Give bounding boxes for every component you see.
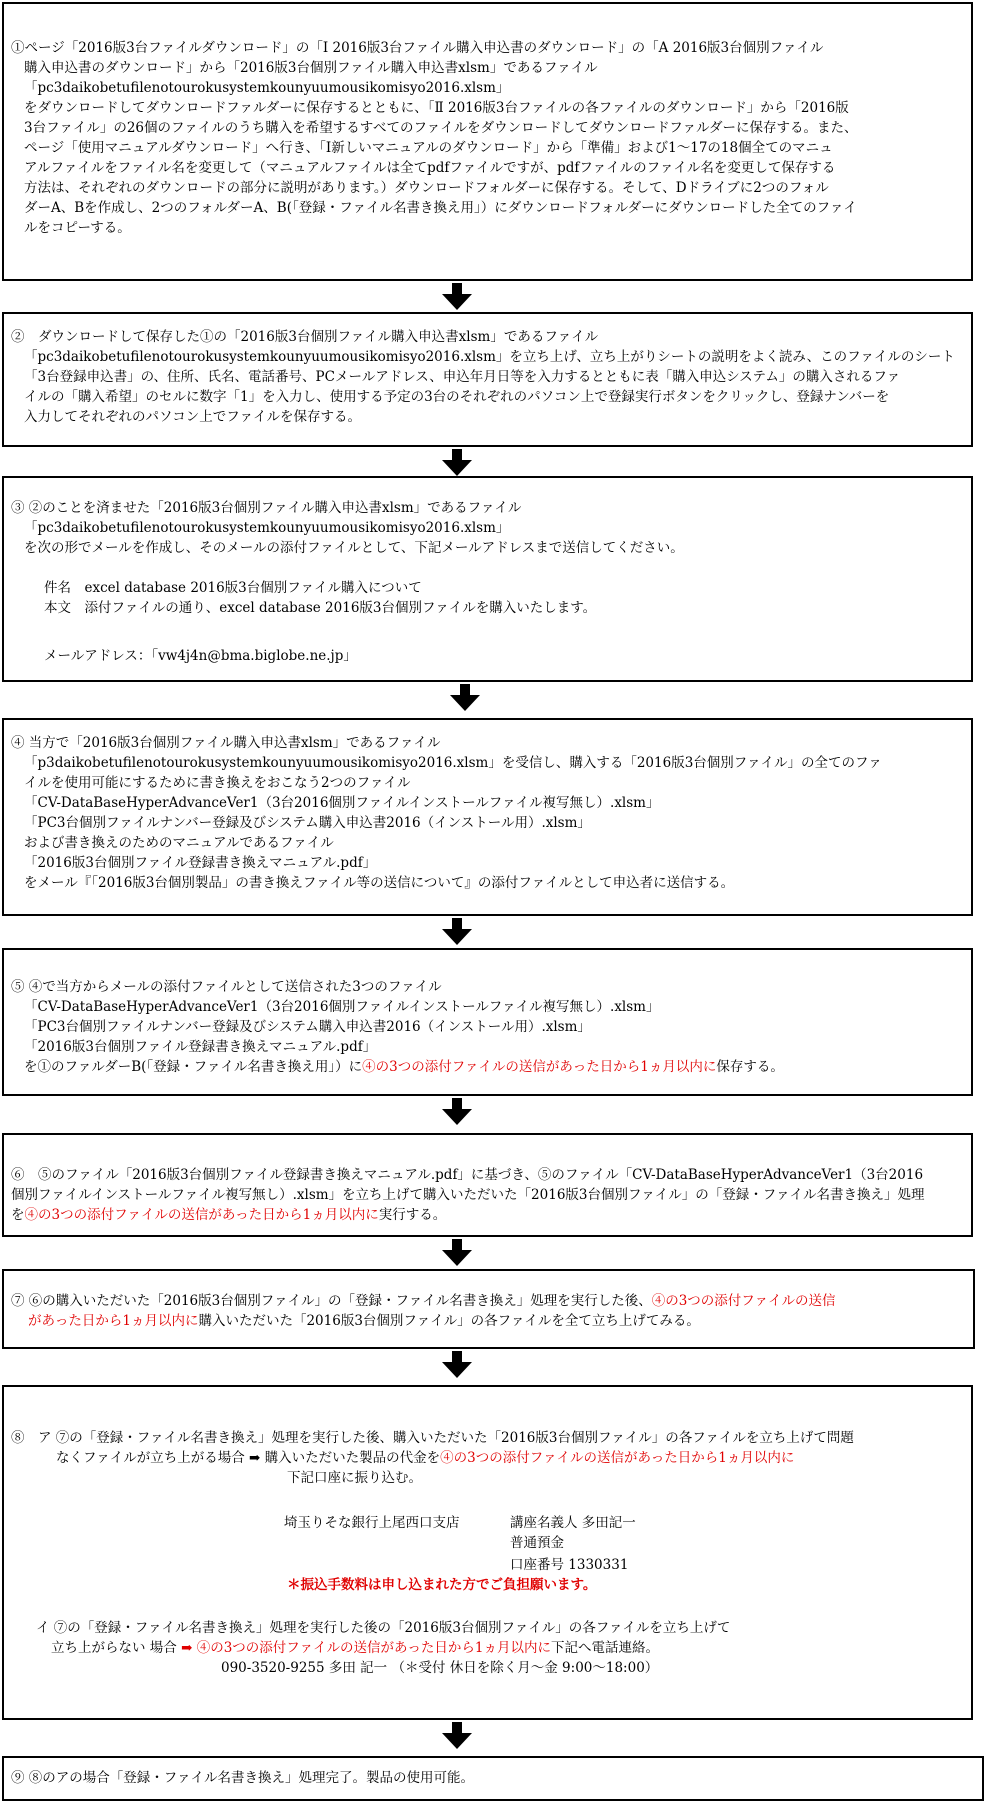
down-arrow-icon xyxy=(442,283,472,311)
step-5-line xyxy=(24,1057,784,1077)
step-5-box xyxy=(2,948,973,1096)
step-7-text: 購入いただいた「2016版3台個別ファイル」の各ファイルを全て立ち上げてみる。 xyxy=(198,1313,700,1329)
step-3-line: ③ ②のことを済ませた「2016版3台個別ファイル購入申込書xlsm」であるファイル xyxy=(11,500,522,516)
step-6-line: ⑥ ⑤のファイル「2016版3台個別ファイル登録書き換えマニュアル.pdf」に基づき、⑤のファイル「CV-DataBaseHyperAdvanceVer1（3台2016 xyxy=(11,1167,924,1183)
step-4-box xyxy=(2,718,973,916)
step-6-box xyxy=(2,1133,973,1237)
step-6-text: 実行する。 xyxy=(378,1207,447,1223)
down-arrow-icon xyxy=(442,1722,472,1750)
deadline-highlight: ④の3つの添付ファイルの送信 xyxy=(651,1293,836,1309)
step-2-line: 入力してそれぞれのパソコン上でファイルを保存する。 xyxy=(24,409,361,425)
step-5-line: 「CV-DataBaseHyperAdvanceVer1（3台2016個別ファイルインストールファイル複写無し）.xlsm」 xyxy=(24,999,660,1015)
step-1-line: 方法は、それぞれのダウンロードの部分に説明があります。）ダウンロードフォルダーに保存する。そして、Dドライブに2つのフォル xyxy=(24,180,829,196)
fee-note: ＊振込手数料は申し込まれた方でご負担願います。 xyxy=(287,1577,597,1593)
step-4-line: 「CV-DataBaseHyperAdvanceVer1（3台2016個別ファイルインストールファイル複写無し）.xlsm」 xyxy=(24,795,660,811)
account-holder: 講座名義人 多田記一 xyxy=(510,1515,636,1531)
step-1-line: 購入申込書のダウンロード」から「2016版3台個別ファイル購入申込書xlsm」であるファイル xyxy=(24,60,598,76)
step-1-line: アルファイルをファイル名を変更して（マニュアルファイルは全てpdfファイルですが、pdfファイルのファイル名を変更して保存する xyxy=(24,160,836,176)
step-7-box xyxy=(2,1269,975,1349)
step-6-line: 個別ファイルインストールファイル複写無し）.xlsm」を立ち上げて購入いただいた「2016版3台個別ファイル」の「登録・ファイル名書き換え」処理 xyxy=(11,1187,925,1203)
step-2-box xyxy=(2,312,973,447)
step-8i-text: 下記へ電話連絡。 xyxy=(550,1640,659,1656)
deadline-highlight: ④の3つの添付ファイルの送信があった日から1ヵ月以内に xyxy=(362,1059,717,1075)
down-arrow-icon xyxy=(442,449,472,477)
step-5-line: 「PC3台個別ファイルナンバー登録及びシステム購入申込書2016（インストール用）.xlsm」 xyxy=(24,1019,591,1035)
down-arrow-icon xyxy=(442,918,472,946)
deadline-highlight: があった日から1ヵ月以内に xyxy=(28,1313,199,1329)
step-4-line: および書き換えのためのマニュアルであるファイル xyxy=(24,835,334,851)
step-5-line: ⑤ ④で当方からメールの添付ファイルとして送信された3つのファイル xyxy=(11,979,442,995)
step-7-line xyxy=(11,1291,836,1311)
step-4-line: 「p3daikobetufilenotourokusystemkounyuumousikomisyo2016.xlsm」を受信し、購入する「2016版3台個別ファイル」の全てのファ xyxy=(24,755,882,771)
step-4-line: 「PC3台個別ファイルナンバー登録及びシステム購入申込書2016（インストール用）.xlsm」 xyxy=(24,815,591,831)
phone-contact: 090-3520-9255 多田 記一 （＊受付 休日を除く月～金 9:00～18:00） xyxy=(221,1660,659,1676)
email-body: 本文 添付ファイルの通り、excel database 2016版3台個別ファイルを購入いたします。 xyxy=(44,600,597,616)
step-7-text: ⑦ ⑥の購入いただいた「2016版3台個別ファイル」の「登録・ファイル名書き換え」処理を実行した後、 xyxy=(11,1293,652,1309)
step-1-line: ダーA、Bを作成し、2つのフォルダーA、B(「登録・ファイル名書き換え用」）にダウンロードフォルダーにダウンロードした全てのファイ xyxy=(24,200,857,216)
step-3-line: 「pc3daikobetufilenotourokusystemkounyuumousikomisyo2016.xlsm」 xyxy=(24,520,510,536)
account-type: 普通預金 xyxy=(510,1535,564,1551)
step-8i-text: 立ち上がらない 場合 xyxy=(51,1640,182,1656)
deadline-highlight: ➡ ④の3つの添付ファイルの送信があった日から1ヵ月以内に xyxy=(181,1640,551,1656)
step-2-line: イルの「購入希望」のセルに数字「1」を入力し、使用する予定の3台のそれぞれのパソコン上で登録実行ボタンをクリックし、登録ナンバーを xyxy=(24,389,890,405)
step-4-line: 「2016版3台個別ファイル登録書き換えマニュアル.pdf」 xyxy=(24,855,377,871)
deadline-highlight: ④の3つの添付ファイルの送信があった日から1ヵ月以内に xyxy=(24,1207,379,1223)
step-2-line: 「pc3daikobetufilenotourokusystemkounyuumousikomisyo2016.xlsm」を立ち上げ、立ち上がりシートの説明をよく読み、このファイルのシート xyxy=(24,349,955,365)
step-4-line: イルを使用可能にするために書き換えをおこなう2つのファイル xyxy=(24,775,411,791)
email-subject: 件名 excel database 2016版3台個別ファイル購入について xyxy=(44,580,422,596)
step-4-line: をメール『「2016版3台個別製品」の書き換えファイル等の送信について』の添付ファイルとして申込者に送信する。 xyxy=(24,875,735,891)
step-6-text: を xyxy=(11,1207,25,1223)
step-9-box xyxy=(2,1756,984,1801)
step-1-line: ページ「使用マニュアルダウンロード」へ行き、「Ⅰ新しいマニュアルのダウンロード」から「準備」および1～17の18個全てのマニュ xyxy=(24,140,833,156)
deadline-highlight: ④の3つの添付ファイルの送信があった日から1ヵ月以内に xyxy=(440,1450,795,1466)
step-5-text: を①のファルダーB(「登録・ファイル名書き換え用」）に xyxy=(24,1059,363,1075)
step-8a-line xyxy=(56,1448,794,1468)
step-8a-line: 下記口座に振り込む。 xyxy=(287,1470,422,1486)
step-3-line: を次の形でメールを作成し、そのメールの添付ファイルとして、下記メールアドレスまで送信してください。 xyxy=(24,540,684,556)
step-1-line: 「pc3daikobetufilenotourokusystemkounyuumousikomisyo2016.xlsm」 xyxy=(24,80,510,96)
down-arrow-icon xyxy=(450,684,480,712)
step-7-line xyxy=(28,1311,700,1331)
step-1-line: ①ページ「2016版3台ファイルダウンロード」の「Ⅰ 2016版3台ファイル購入申込書のダウンロード」の「A 2016版3台個別ファイル xyxy=(11,40,824,56)
step-4-line: ④ 当方で「2016版3台個別ファイル購入申込書xlsm」であるファイル xyxy=(11,735,441,751)
step-6-line xyxy=(11,1205,446,1225)
account-number: 口座番号 1330331 xyxy=(510,1557,629,1573)
step-5-text: 保存する。 xyxy=(716,1059,784,1075)
step-9-line: ⑨ ⑧のアの場合「登録・ファイル名書き換え」処理完了。製品の使用可能。 xyxy=(11,1770,475,1786)
step-1-line: ルをコピーする。 xyxy=(24,220,131,236)
step-2-line: ② ダウンロードして保存した①の「2016版3台個別ファイル購入申込書xlsm」であるファイル xyxy=(11,329,599,345)
step-8-box xyxy=(2,1385,973,1720)
step-5-line: 「2016版3台個別ファイル登録書き換えマニュアル.pdf」 xyxy=(24,1039,377,1055)
step-8a-text: なくファイルが立ち上がる場合 ➡ 購入いただいた製品の代金を xyxy=(56,1450,441,1466)
bank-name: 埼玉りそな銀行上尾西口支店 xyxy=(284,1515,460,1531)
down-arrow-icon xyxy=(442,1351,472,1379)
email-address: メールアドレス：「vw4j4n@bma.biglobe.ne.jp」 xyxy=(44,648,357,664)
step-1-box xyxy=(2,2,973,281)
down-arrow-icon xyxy=(442,1239,472,1267)
step-2-line: 「3台登録申込書」の、住所、氏名、電話番号、PCメールアドレス、申込年月日等を入力するとともに表「購入申込システム」の購入されるファ xyxy=(24,369,901,385)
step-8i-line xyxy=(51,1638,659,1658)
step-1-line: 3台ファイル」の26個のファイルのうち購入を希望するすべてのファイルをダウンロードしてダウンロードファルダーに保存する。また、 xyxy=(24,120,858,136)
step-1-line: をダウンロードしてダウンロードファルダーに保存するとともに、「Ⅱ 2016版3台ファイルの各ファイルのダウンロード」から「2016版 xyxy=(24,100,849,116)
step-8a-line: ⑧ ア ⑦の「登録・ファイル名書き換え」処理を実行した後、購入いただいた「2016版3台個別ファイル」の各ファイルを立ち上げて問題 xyxy=(11,1430,854,1446)
step-8i-line: イ ⑦の「登録・ファイル名書き換え」処理を実行した後の「2016版3台個別ファイル」の各ファイルを立ち上げて xyxy=(36,1620,731,1636)
down-arrow-icon xyxy=(442,1098,472,1126)
step-3-box xyxy=(2,476,973,682)
